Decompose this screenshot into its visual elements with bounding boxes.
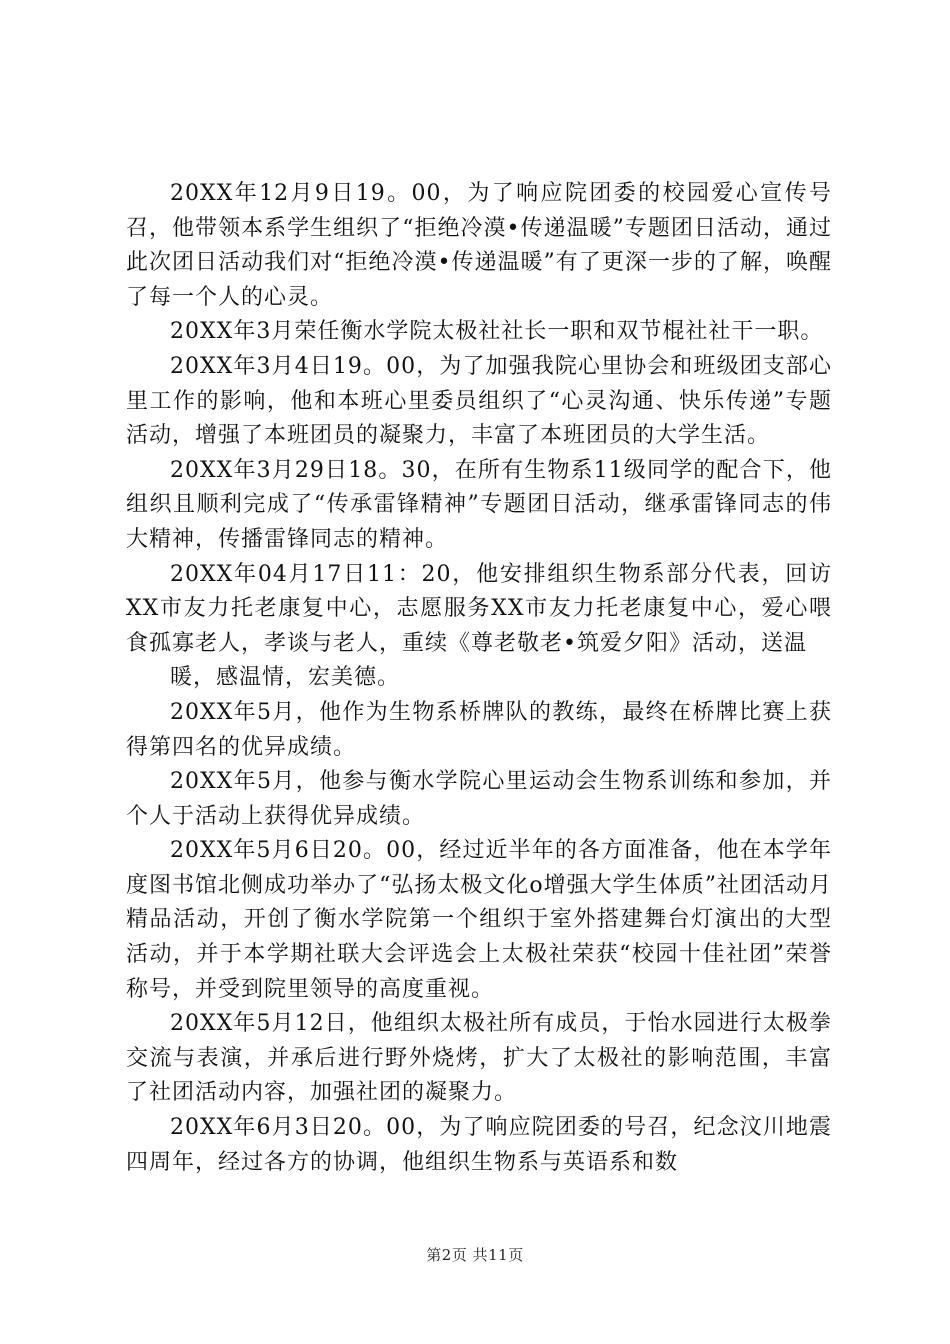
paragraph-march-29-activity: 20XX年3月29日18。30，在所有生物系11级同学的配合下，他组织且顺利完成了“传承雷锋精神”专题团日活动，继承雷锋同志的伟大精神，传播雷锋同志的精神。	[126, 457, 832, 552]
paragraph-may-bridge-team: 20XX年5月，他作为生物系桥牌队的教练，最终在桥牌比赛上获得第四名的优异成绩。	[126, 699, 832, 760]
page-number-footer: 第2页 共11页	[426, 1246, 524, 1264]
paragraph-march-appointment: 20XX年3月荣任衡水学院太极社社长一职和双节棍社社干一职。	[170, 319, 824, 345]
paragraph-june-3-activity: 20XX年6月3日20。00，为了响应院团委的号召，纪念汶川地震四周年，经过各方的协调，他组织生物系与英语系和数	[126, 1115, 832, 1175]
paragraph-may-6-activity: 20XX年5月6日20。00，经过近半年的各方面准备，他在本学年度图书馆北侧成功举办了“弘扬太极文化o增强大学生体质”社团活动月精品活动，开创了衡水学院第一个组织于室外搭建舞台灯演出的大型活动，并于本学期社联大会评选会上太极社荣获“校园十佳社团”荣誉称号，并受到院里领导的高度重视。	[126, 838, 832, 1002]
paragraph-dec-9-activity: 20XX年12月9日19。00，为了响应院团委的校园爱心宣传号召，他带领本系学生组织了“拒绝冷漠•传递温暖”专题团日活动，通过此次团日活动我们对“拒绝冷漠•传递温暖”有了更深一步的了解，唤醒了每一个人的心灵。	[126, 181, 832, 310]
paragraph-may-12-activity: 20XX年5月12日，他组织太极社所有成员，于怡水园进行太极拳交流与表演，并承后进行野外烧烤，扩大了太极社的影响范围，丰富了社团活动内容，加强社团的凝聚力。	[126, 1011, 832, 1106]
paragraph-may-sports-meet: 20XX年5月，他参与衡水学院心里运动会生物系训练和参加，并个人于活动上获得优异成绩。	[126, 769, 832, 829]
paragraph-april-17-continued: 暖，感温情，宏美德。	[170, 665, 401, 691]
paragraph-march-4-activity: 20XX年3月4日19。00，为了加强我院心里协会和班级团支部心里工作的影响，他和本班心里委员组织了“心灵沟通、快乐传递”专题活动，增强了本班团员的凝聚力，丰富了本班团员的大学生活。	[126, 353, 832, 449]
document-body	[126, 177, 832, 1180]
paragraph-april-17-activity: 20XX年04月17日11：20，他安排组织生物系部分代表，回访XX市友力托老康复中心，志愿服务XX市友力托老康复中心，爱心喂食孤寡老人，孝谈与老人，重续《尊老敬老•筑爱夕阳》活动，送温	[126, 561, 832, 656]
